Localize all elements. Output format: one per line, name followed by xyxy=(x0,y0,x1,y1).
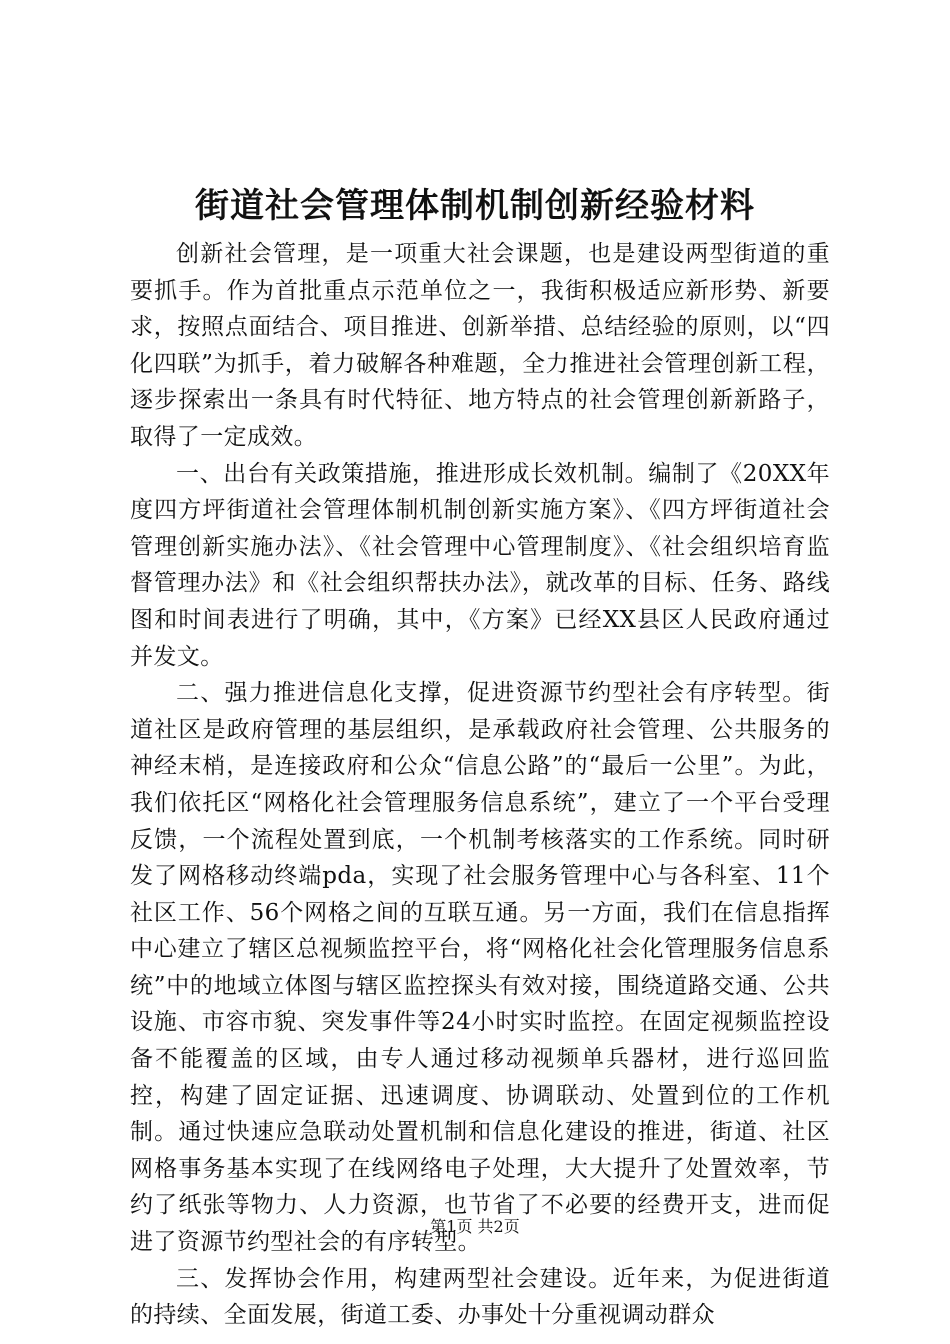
paragraph-section-3: 三、发挥协会作用，构建两型社会建设。近年来，为促进街道的持续、全面发展，街道工委、办事处十分重视调动群众 xyxy=(130,1265,830,1329)
document-title: 街道社会管理体制机制创新经验材料 xyxy=(195,186,755,226)
page-number-footer: 第1页 共2页 xyxy=(430,1217,520,1236)
paragraph-section-2: 二、强力推进信息化支撑，促进资源节约型社会有序转型。街道社区是政府管理的基层组织，是承载政府社会管理、公共服务的神经末梢，是连接政府和公众“信息公路”的“最后一公里”。为此，我们依托区“网格化社会管理服务信息系统”，建立了一个平台受理反馈，一个流程处置到底，一个机制考核落实的工作系统。同时研发了网格移动终端pda，实现了社会服务管理中心与各科室、11个社区工作、56个网格之间的互联互通。另一方面，我们在信息指挥中心建立了辖区总视频监控平台，将“网格化社会化管理服务信息系统”中的地域立体图与辖区监控探头有效对接，围绕道路交通、公共设施、市容市貌、突发事件等24小时实时监控。在固定视频监控设备不能覆盖的区域，由专人通过移动视频单兵器材，进行巡回监控，构建了固定证据、迅速调度、协调联动、处置到位的工作机制。通过快速应急联动处置机制和信息化建设的推进，街道、社区网格事务基本实现了在线网络电子处理，大大提升了处置效率，节约了纸张等物力、人力资源，也节省了不必要的经费开支，进而促进了资源节约型社会的有序转型。 xyxy=(130,680,830,1256)
paragraph-intro: 创新社会管理，是一项重大社会课题，也是建设两型街道的重要抓手。作为首批重点示范单位之一，我街积极适应新形势、新要求，按照点面结合、项目推进、创新举措、总结经验的原则，以“四化四联”为抓手，着力破解各种难题，全力推进社会管理创新工程，逐步探索出一条具有时代特征、地方特点的社会管理创新新路子，取得了一定成效。 xyxy=(130,241,830,450)
document-body xyxy=(130,236,830,1334)
paragraph-section-1: 一、出台有关政策措施，推进形成长效机制。编制了《20XX年度四方坪街道社会管理体制机制创新实施方案》、《四方坪街道社会管理创新实施办法》、《社会管理中心管理制度》、《社会组织培育监督管理办法》和《社会组织帮扶办法》，就改革的目标、任务、路线图和时间表进行了明确，其中，《方案》已经XX县区人民政府通过并发文。 xyxy=(130,460,830,670)
